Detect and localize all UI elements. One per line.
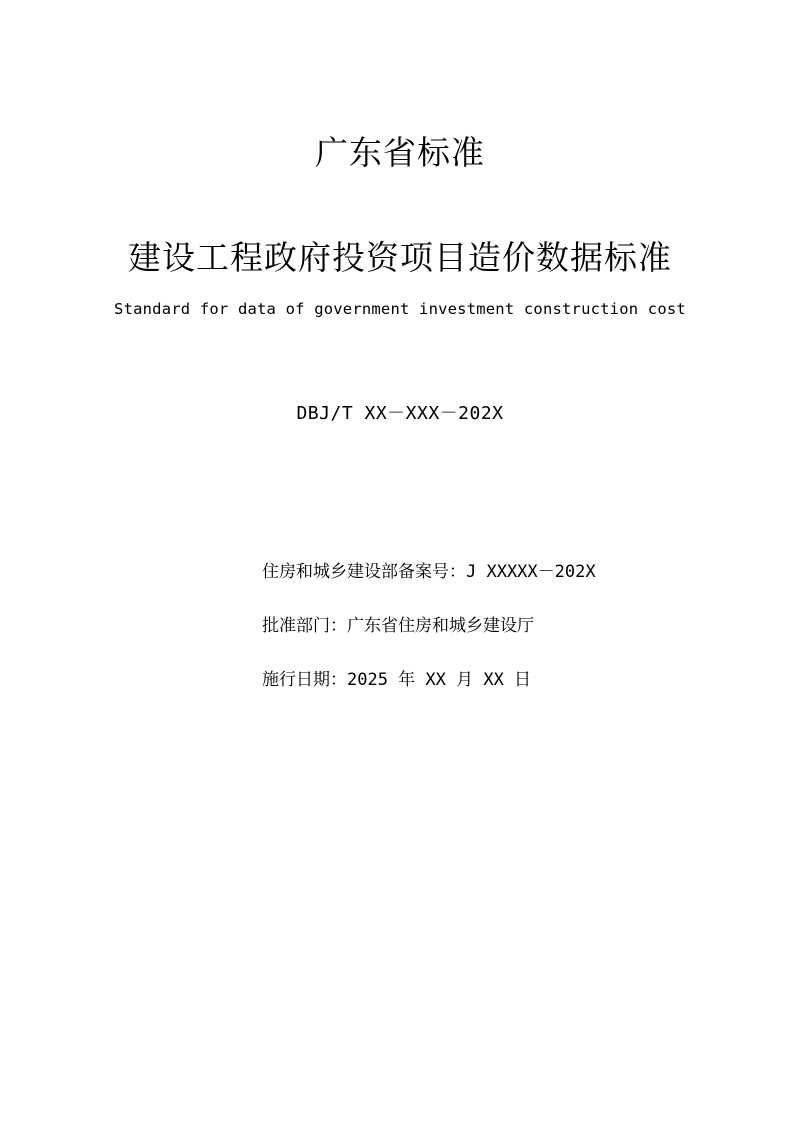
standard-title: 建设工程政府投资项目造价数据标准 [128,238,672,277]
record-number-value: J XXXXX－202X [466,562,596,582]
standard-title-english: Standard for data of government investment construction cost [114,300,686,318]
approval-department-label: 批准部门： [262,616,347,636]
record-number-label: 住房和城乡建设部备案号： [262,562,466,582]
effective-date-row [262,668,596,692]
effective-date-label: 施行日期： [262,670,347,690]
standard-code: DBJ/T XX－XXX－202X [296,403,504,424]
standard-category: 广东省标准 [315,133,485,172]
standard-metadata [262,560,596,722]
approval-department-row [262,614,596,638]
approval-department-value: 广东省住房和城乡建设厅 [347,616,534,636]
record-number-row [262,560,596,584]
effective-date-value: 2025 年 XX 月 XX 日 [347,670,532,690]
